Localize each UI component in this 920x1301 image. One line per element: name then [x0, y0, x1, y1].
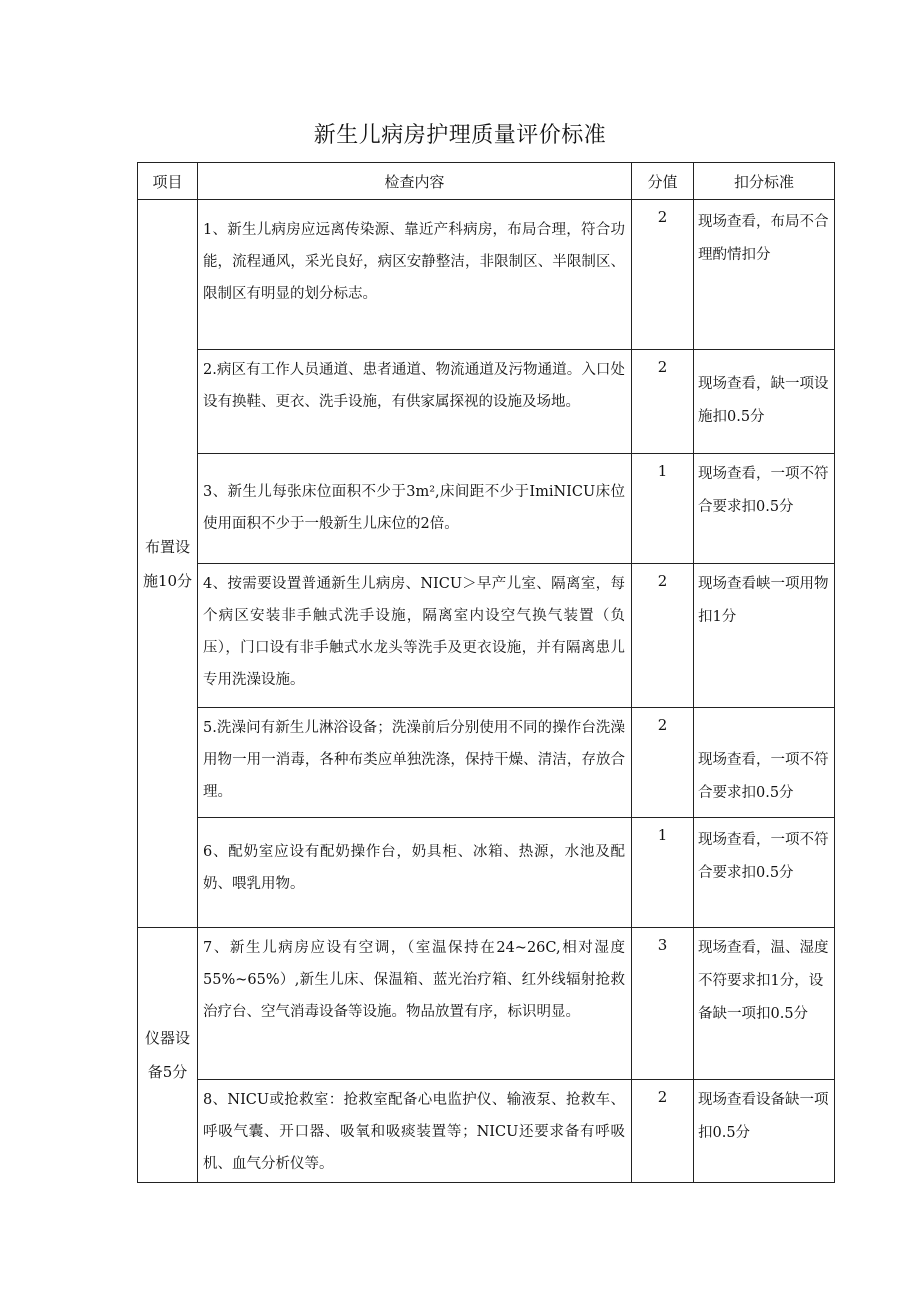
- row-deduction: 现场查看，一项不符合要求扣0.5分: [694, 818, 835, 928]
- row-content: 1、新生儿病房应远离传染源、靠近产科病房，布局合理，符合功能，流程通风，采光良好，病区安静整洁，非限制区、半限制区、限制区有明显的划分标志。: [198, 200, 632, 350]
- row-content: 6、配奶室应设有配奶操作台，奶具柜、冰箱、热源，水池及配奶、喂乳用物。: [198, 818, 632, 928]
- group-item-label: 仪器设备5分: [138, 928, 198, 1183]
- table-row: [138, 454, 835, 564]
- table-row: [138, 1080, 835, 1183]
- row-score: 2: [632, 350, 694, 454]
- row-deduction: 现场查看，温、湿度不符要求扣1分，设备缺一项扣0.5分: [694, 928, 835, 1080]
- table-row: [138, 708, 835, 818]
- row-content: 2.病区有工作人员通道、患者通道、物流通道及污物通道。入口处设有换鞋、更衣、洗手设施，有供家属探视的设施及场地。: [198, 350, 632, 454]
- row-score: 2: [632, 708, 694, 818]
- row-deduction: 现场查看设备缺一项扣0.5分: [694, 1080, 835, 1183]
- row-score: 1: [632, 818, 694, 928]
- table-header-row: [138, 163, 835, 200]
- row-score: 2: [632, 200, 694, 350]
- row-content: 5.洗澡问有新生儿淋浴设备；洗澡前后分别使用不同的操作台洗澡用物一用一消毒，各种布类应单独洗涤，保持干燥、清洁，存放合理。: [198, 708, 632, 818]
- header-content: 检查内容: [198, 163, 632, 200]
- row-content: 3、新生儿每张床位面积不少于3m²,床间距不少于ImiNICU床位使用面积不少于一般新生儿床位的2倍。: [198, 454, 632, 564]
- row-score: 2: [632, 1080, 694, 1183]
- row-score: 1: [632, 454, 694, 564]
- table-row: [138, 928, 835, 1080]
- row-deduction: 现场查看，缺一项设施扣0.5分: [694, 350, 835, 454]
- header-item: 项目: [138, 163, 198, 200]
- row-content: 7、新生儿病房应设有空调，（室温保持在24~26C,相对湿度55%~65%）,新生儿床、保温箱、蓝光治疗箱、红外线辐射抢救治疗台、空气消毒设备等设施。物品放置有序，标识明显。: [198, 928, 632, 1080]
- table-row: [138, 564, 835, 708]
- row-score: 2: [632, 564, 694, 708]
- row-deduction: 现场查看峡一项用物扣1分: [694, 564, 835, 708]
- row-content: 8、NICU或抢救室：抢救室配备心电监护仪、输液泵、抢救车、呼吸气囊、开口器、吸氧和吸痰装置等；NICU还要求备有呼吸机、血气分析仪等。: [198, 1080, 632, 1183]
- row-deduction: 现场查看，一项不符合要求扣0.5分: [694, 708, 835, 818]
- page-title: 新生儿病房护理质量评价标准: [313, 123, 607, 148]
- table-row: [138, 350, 835, 454]
- row-deduction: 现场查看，一项不符合要求扣0.5分: [694, 454, 835, 564]
- row-deduction: 现场查看，布局不合理酌情扣分: [694, 200, 835, 350]
- table-row: [138, 818, 835, 928]
- row-content: 4、按需要设置普通新生儿病房、NICU＞早产儿室、隔离室，每个病区安装非手触式洗手设施，隔离室内设空气换气装置（负压），门口设有非手触式水龙头等洗手及更衣设施，并有隔离患儿专用洗澡设施。: [198, 564, 632, 708]
- header-score: 分值: [632, 163, 694, 200]
- evaluation-table: [137, 162, 835, 1183]
- table-row: [138, 200, 835, 350]
- row-score: 3: [632, 928, 694, 1080]
- group-item-label: 布置设施10分: [138, 200, 198, 928]
- header-deduction: 扣分标准: [694, 163, 835, 200]
